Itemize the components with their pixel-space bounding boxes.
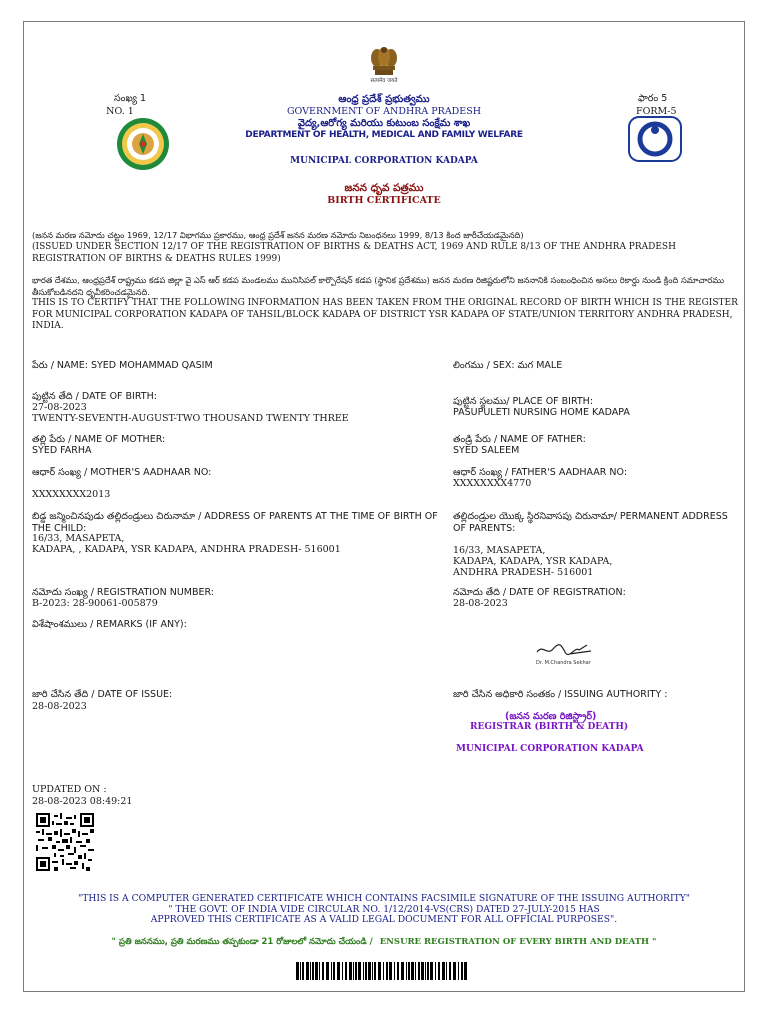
dob-value: 27-08-2023 [32,402,87,413]
slogan [40,937,728,949]
department-te: వైద్య,ఆరోగ్య మరియు కుటుంబ సంక్షేమ శాఖ [297,118,471,129]
qr-code-icon [36,813,94,871]
footer-line-2: " THE GOVT. OF INDIA VIDE CIRCULAR NO. 1/12/2014-VS(CRS) DATED 27-JULY-2015 HAS [168,904,600,915]
issued-under-te: (జనన మరణ నమోదు చట్టం 1969, 12/17 విభాగము ప్రకారము, ఆంధ్ర ప్రదేశ్ జనన మరణ నమోదు నిబంధనలు 1999, 8/13 కింద జారీచేయడమైనది) [32,230,524,240]
remarks-label: విశేషాంశములు / REMARKS (IF ANY): [32,619,187,630]
footer-line-3: APPROVED THIS CERTIFICATE AS A VALID LEGAL DOCUMENT FOR ALL OFFICIAL PURPOSES". [150,914,618,925]
permanent-address-line2: KADAPA, KADAPA, YSR KADAPA, [453,556,613,567]
updated-on-value: 28-08-2023 08:49:21 [32,796,133,807]
child-name: SYED MOHAMMAD QASIM [90,360,213,371]
registrar-en: REGISTRAR (BIRTH & DEATH) [470,722,629,732]
child-sex: మగ MALE [517,360,563,371]
certificate-title-te: జనన ధృవ పత్రము [344,182,424,194]
number-en: NO. 1 [106,106,134,117]
address-at-birth-line1: 16/33, MASAPETA, [32,533,125,544]
sex-label: లింగము / SEX: [453,360,518,371]
government-te: ఆంధ్ర ప్రదేశ్ ప్రభుత్వము [338,94,430,105]
permanent-address-label: తల్లిదండ్రుల యొక్క స్థిరనివాసపు చిరునామా/ PERMANENT ADDRESS OF PARENTS: [453,511,728,534]
slogan-en: ENSURE REGISTRATION OF EVERY BIRTH AND DEATH " [379,937,657,947]
permanent-address-line1: 16/33, MASAPETA, [453,545,546,556]
certify-en: THIS IS TO CERTIFY THAT THE FOLLOWING INFORMATION HAS BEEN TAKEN FROM THE ORIGINAL RECORD OF BIRTH WHICH IS THE REGISTER FOR MUNICIPAL CORPORATION KADAPA OF TAHSIL/BLOCK KADAPA OF DISTRICT YSR KADAPA OF STATE/UNION TERRITORY ANDHRA PRADESH, INDIA. [32,298,738,331]
form-te: ఫారం 5 [638,93,668,104]
mother-name-label: తల్లి పేరు / NAME OF MOTHER: [32,434,166,445]
name-label: పేరు / NAME: [32,360,91,371]
registrar-te: (జనన మరణ రిజిస్ట్రార్) [505,711,597,722]
registration-date: 28-08-2023 [453,598,508,609]
certify-te: భారత దేశము, ఆంధ్రప్రదేశ్ రాష్ట్రము కడప జిల్లా వై ఎస్ ఆర్ కడప మండలము మునిసిపల్ కార్పొరేషన్ కడప (స్థానిక ప్రదేశము) జనన మరణ రిజిష్టరులోని జననానికి సంబంధించిన అసలు రికార్డు నుండి క్రింది సమాచారము తీసుకోబడినదని ధృవీకరించడమైనది. [32,275,724,297]
mother-aadhaar-label: ఆధార్ సంఖ్య / MOTHER'S AADHAAR NO: [32,467,212,478]
dob-label: పుట్టిన తేది / DATE OF BIRTH: [32,391,157,402]
certificate-title-en: BIRTH CERTIFICATE [327,195,441,206]
address-at-birth-label: బిడ్డ జన్మించినపుడు తల్లిదండ్రులు చిరునామా / ADDRESS OF PARENTS AT THE TIME OF BIRTH OF THE CHILD: [32,511,438,534]
dob-words: TWENTY-SEVENTH-AUGUST-TWO THOUSAND TWENTY THREE [32,413,349,424]
municipal-corporation-heading: MUNICIPAL CORPORATION KADAPA [290,156,478,166]
issue-date-label: జారి చేసిన తేది / DATE OF ISSUE: [32,689,173,700]
pob-label: పుట్టిన స్థలము/ PLACE OF BIRTH: [453,396,594,407]
registration-number: B-2023: 28-90061-005879 [32,598,158,609]
mother-name: SYED FARHA [32,445,92,456]
emblem-caption: सत्यमेव जयते [370,78,398,84]
department-en: DEPARTMENT OF HEALTH, MEDICAL AND FAMILY WELFARE [245,130,523,140]
signature-icon [535,640,595,660]
slogan-te: " ప్రతి జననము, ప్రతి మరణము తప్పకుండా 21 రోజులలో నమోదు చేయండి / [111,937,373,947]
mother-aadhaar: XXXXXXXX2013 [32,489,111,500]
updated-on-label: UPDATED ON : [32,784,107,795]
government-en: GOVERNMENT OF ANDHRA PRADESH [286,106,482,117]
footer-line-1: "THIS IS A COMPUTER GENERATED CERTIFICATE WHICH CONTAINS FACSIMILE SIGNATURE OF THE ISSUING AUTHORITY" [77,893,691,904]
father-name-label: తండ్రి పేరు / NAME OF FATHER: [453,434,586,445]
father-name: SYED SALEEM [453,445,520,456]
issuer-municipal-corporation: MUNICIPAL CORPORATION KADAPA [456,744,644,754]
sex-row [453,360,562,372]
name-row [32,360,213,372]
issue-date: 28-08-2023 [32,701,87,712]
permanent-address-line3: ANDHRA PRADESH- 516001 [453,567,594,578]
issued-under-en: (ISSUED UNDER SECTION 12/17 OF THE REGISTRATION OF BIRTHS & DEATHS ACT, 1969 AND RULE 8/13 OF THE ANDHRA PRADESH REGISTRATION OF BIRTHS & DEATHS RULES 1999) [32,242,676,264]
andhra-pradesh-seal-icon [116,117,170,171]
father-aadhaar-label: ఆధార్ సంఖ్య / FATHER'S AADHAAR NO: [453,467,628,478]
father-aadhaar: XXXXXXXX4770 [453,478,532,489]
crs-logo-icon [628,116,682,162]
issuing-authority-label: జారి చేసిన అధికారి సంతకం / ISSUING AUTHORITY : [453,689,668,700]
barcode-icon [296,962,470,980]
registration-number-label: నమోదు సంఖ్య / REGISTRATION NUMBER: [32,587,214,598]
signatory-name: Dr. M.Chandra Sekhar [536,660,591,666]
pob-value: PASUPULETI NURSING HOME KADAPA [453,407,630,418]
registration-date-label: నమోదు తేది / DATE OF REGISTRATION: [453,587,626,598]
form-en: FORM-5 [636,106,677,117]
address-at-birth-line2: KADAPA, , KADAPA, YSR KADAPA, ANDHRA PRADESH- 516001 [32,544,341,555]
number-te: సంఖ్య 1 [114,93,146,104]
